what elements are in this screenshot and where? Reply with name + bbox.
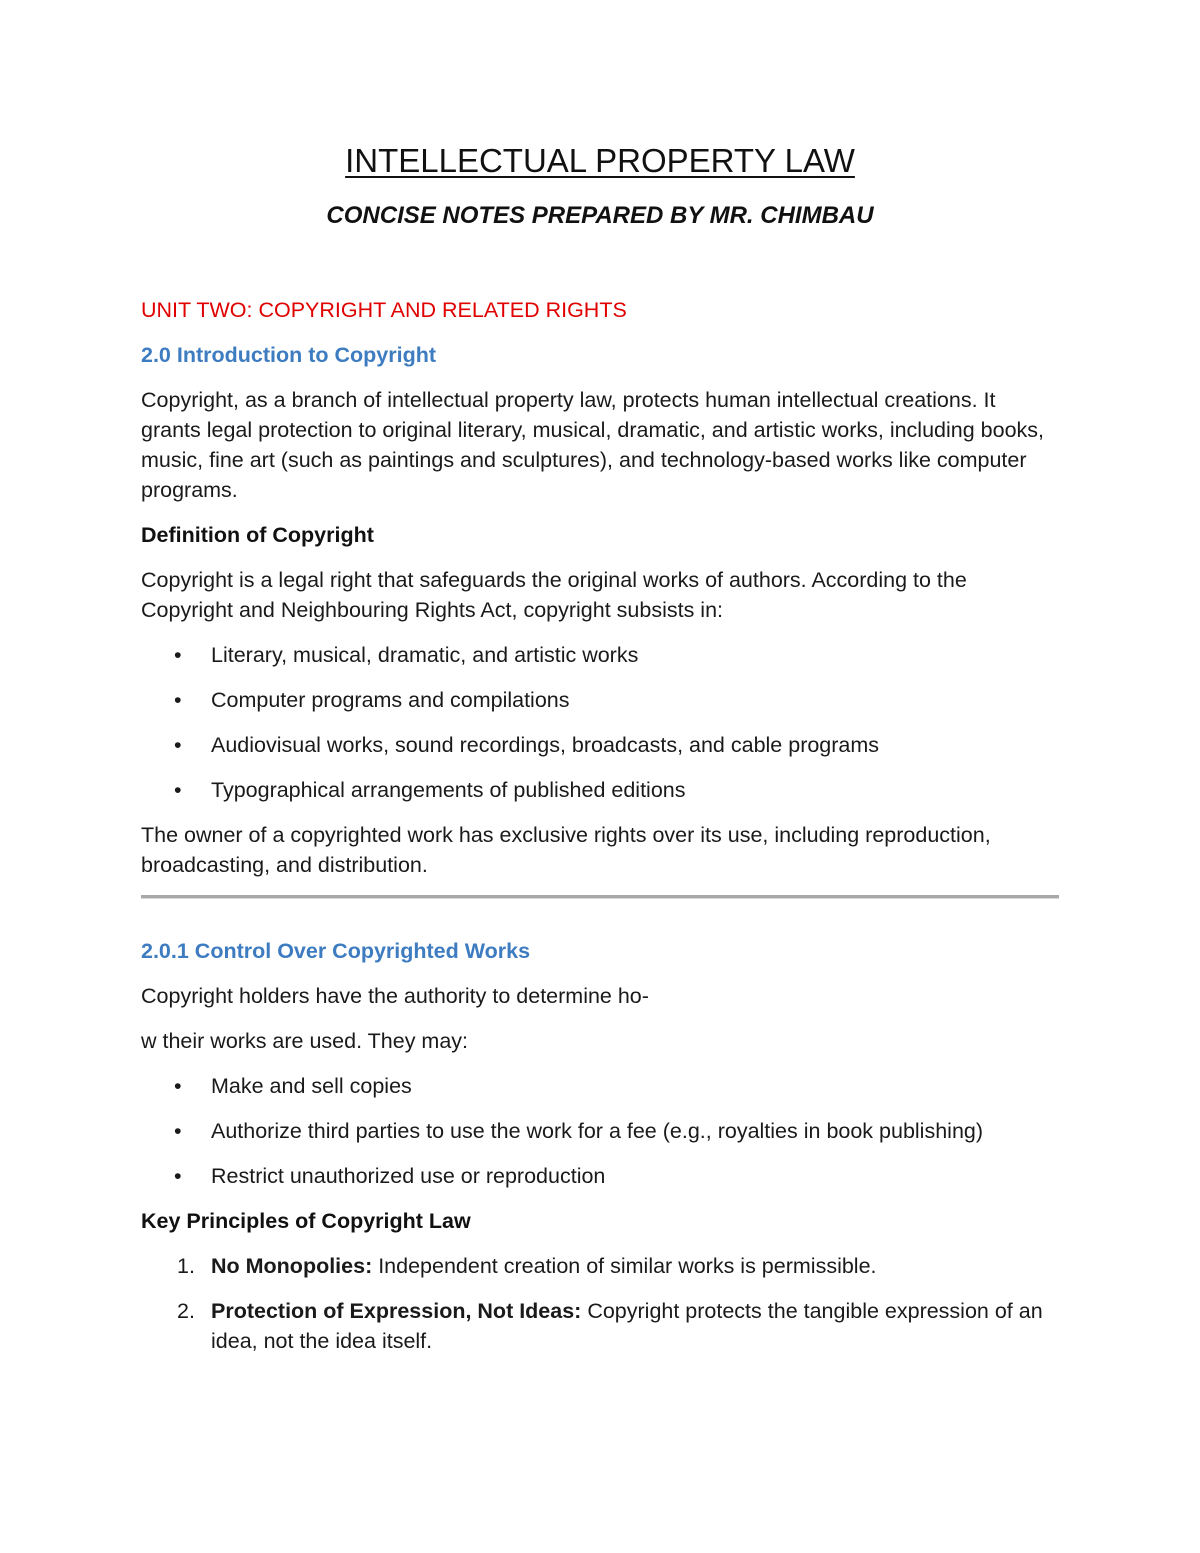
list-item — [141, 775, 1061, 805]
principles-heading: Key Principles of Copyright Law — [141, 1209, 471, 1233]
list-item — [141, 1071, 1061, 1101]
holder-powers-list — [141, 1071, 1061, 1191]
list-item-text: Audiovisual works, sound recordings, broadcasts, and cable programs — [211, 733, 880, 757]
bullet-icon: • — [174, 688, 182, 712]
definition-paragraph: Copyright is a legal right that safeguards the original works of authors. According to the Copyright and Neighbouring Rights Act, copyright subsists in: — [141, 568, 967, 622]
principle-term: No Monopolies: — [211, 1254, 373, 1278]
control-line-1: Copyright holders have the authority to determine ho- — [141, 984, 649, 1008]
principle-text: Independent creation of similar works is permissible. — [372, 1254, 877, 1278]
document-title: INTELLECTUAL PROPERTY LAW — [345, 142, 855, 179]
bullet-icon: • — [174, 643, 182, 667]
definition-heading: Definition of Copyright — [141, 523, 374, 547]
owner-rights-paragraph: The owner of a copyrighted work has exclusive rights over its use, including reproduction, broadcasting, and distribution. — [141, 823, 991, 877]
principles-list — [141, 1251, 1061, 1356]
bullet-icon: • — [174, 1074, 182, 1098]
list-item — [141, 685, 1061, 715]
list-item — [141, 730, 1061, 760]
list-item — [141, 1296, 1061, 1356]
bullet-icon: • — [174, 778, 182, 802]
principle-text: Copyright protects the tangible expression of an idea, not the idea itself. — [211, 1299, 1043, 1353]
list-item-text: Make and sell copies — [211, 1074, 412, 1098]
list-item-text: Computer programs and compilations — [211, 688, 570, 712]
list-item — [141, 640, 1061, 670]
principle-term: Protection of Expression, Not Ideas: — [211, 1299, 582, 1323]
list-item — [141, 1251, 1061, 1281]
bullet-icon: • — [174, 1119, 182, 1143]
section-heading-control: 2.0.1 Control Over Copyrighted Works — [141, 939, 531, 963]
document-subtitle: CONCISE NOTES PREPARED BY MR. CHIMBAU — [326, 202, 874, 229]
list-item — [141, 1161, 1061, 1191]
copyright-subsists-list — [141, 640, 1061, 805]
intro-paragraph: Copyright, as a branch of intellectual property law, protects human intellectual creations. It grants legal protection to original literary, musical, dramatic, and artistic works, including books, music, fine art (such as paintings and sculptures), and technology-based works like computer programs. — [141, 388, 1044, 502]
list-item-text: Restrict unauthorized use or reproduction — [211, 1164, 606, 1188]
list-item-text: Literary, musical, dramatic, and artistic works — [211, 643, 639, 667]
unit-heading: UNIT TWO: COPYRIGHT AND RELATED RIGHTS — [141, 298, 627, 322]
list-number: 1. — [177, 1254, 195, 1278]
bullet-icon: • — [174, 733, 182, 757]
horizontal-divider — [141, 895, 1059, 899]
list-item — [141, 1116, 1061, 1146]
bullet-icon: • — [174, 1164, 182, 1188]
document-body — [141, 295, 1061, 1371]
control-line-2: w their works are used. They may: — [141, 1029, 469, 1053]
section-heading-intro: 2.0 Introduction to Copyright — [141, 343, 437, 367]
list-item-text: Authorize third parties to use the work for a fee (e.g., royalties in book publishing) — [211, 1119, 984, 1143]
list-item-text: Typographical arrangements of published editions — [211, 778, 686, 802]
list-number: 2. — [177, 1299, 195, 1323]
